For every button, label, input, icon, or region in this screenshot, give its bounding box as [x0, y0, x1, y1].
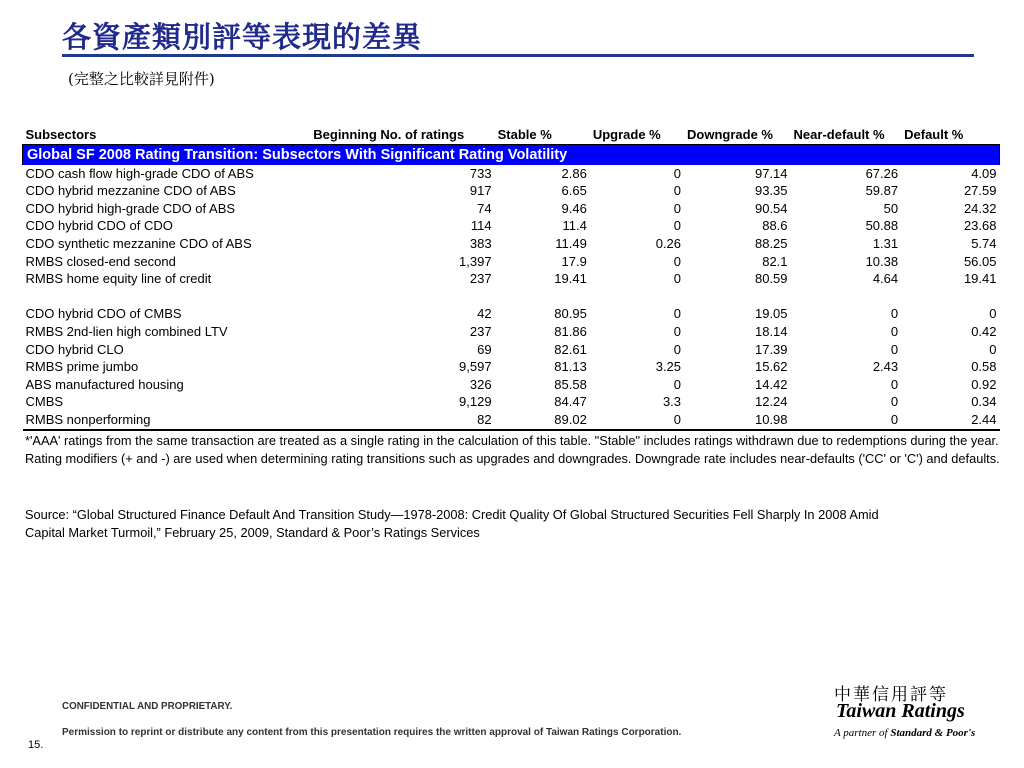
value-cell: 80.95 — [554, 306, 587, 322]
rating-transition-table-container — [22, 126, 1000, 431]
value-cell: 0 — [890, 323, 899, 339]
value-cell: 10.38 — [865, 253, 899, 269]
value-cell: 88.6 — [762, 218, 788, 234]
logo-chinese-wordmark: 中華信用評等 — [834, 685, 948, 705]
rating-transition-table — [22, 126, 1000, 431]
value-cell: 56.05 — [963, 253, 997, 269]
spacer-row — [23, 288, 1000, 306]
table-row — [23, 323, 1000, 341]
value-cell: 81.13 — [554, 359, 587, 375]
value-cell: 85.58 — [554, 376, 587, 392]
value-cell: 237 — [469, 271, 492, 287]
table-row — [23, 411, 1000, 430]
column-header: Downgrade % — [687, 127, 773, 142]
value-cell: 0.42 — [971, 323, 997, 339]
subsector-cell: RMBS 2nd-lien high combined LTV — [25, 323, 228, 339]
table-row — [23, 305, 1000, 323]
value-cell: 0 — [791, 411, 902, 430]
subsector-cell: CDO hybrid CLO — [25, 341, 124, 357]
value-cell: 383 — [469, 235, 492, 251]
value-cell: 0 — [890, 376, 899, 392]
value-cell: 17.39 — [754, 341, 788, 357]
subsector-cell: CMBS — [25, 394, 64, 410]
value-cell: 9,129 — [459, 394, 492, 410]
value-cell: 82 — [310, 411, 494, 430]
value-cell: 19.41 — [554, 271, 587, 287]
column-header: Subsectors — [25, 127, 97, 142]
table-row — [23, 358, 1000, 376]
value-cell: 0 — [590, 411, 684, 430]
value-cell: 0 — [673, 306, 682, 322]
page-subtitle: (完整之比較詳見附件) — [68, 70, 215, 88]
subsector-cell: CDO cash flow high-grade CDO of ABS — [25, 165, 254, 181]
subsector-cell: CDO hybrid CDO of CMBS — [25, 306, 182, 322]
value-cell: 89.02 — [495, 411, 590, 430]
value-cell: 14.42 — [754, 376, 788, 392]
value-cell: 50 — [883, 200, 899, 216]
column-header: Upgrade % — [592, 127, 661, 142]
partner-name: Standard & Poor's — [890, 727, 976, 739]
value-cell: 0 — [673, 165, 682, 181]
table-caption-row — [23, 144, 1000, 165]
value-cell: 917 — [469, 183, 492, 199]
table-group-high-volatility — [23, 165, 1000, 288]
subsector-cell: CDO hybrid high-grade CDO of ABS — [25, 200, 236, 216]
value-cell: 2.86 — [561, 165, 587, 181]
table-row — [23, 376, 1000, 394]
value-cell: 11.4 — [562, 218, 587, 234]
value-cell: 0 — [989, 306, 997, 322]
value-cell: 0 — [989, 341, 997, 357]
value-cell: 3.25 — [655, 359, 682, 375]
value-cell: 0 — [890, 341, 899, 357]
table-row — [23, 393, 1000, 411]
value-cell: 0.34 — [971, 394, 997, 410]
value-cell: 90.54 — [754, 200, 788, 216]
partner-prefix: A partner of — [834, 727, 888, 739]
subsector-cell: RMBS home equity line of credit — [25, 271, 212, 287]
column-header: Stable % — [497, 127, 552, 142]
value-cell: 326 — [469, 376, 492, 392]
value-cell: 27.59 — [963, 183, 997, 199]
title-divider — [62, 54, 974, 57]
subsector-cell: CDO hybrid CDO of CDO — [25, 218, 173, 234]
table-row — [23, 235, 1000, 253]
value-cell: 80.59 — [754, 271, 788, 287]
spacer-cell — [23, 288, 1000, 306]
subsector-cell: RMBS nonperforming — [23, 411, 311, 430]
value-cell: 19.41 — [963, 271, 997, 287]
column-header: Beginning No. of ratings — [313, 127, 465, 142]
value-cell: 88.25 — [754, 235, 788, 251]
table-row — [23, 182, 1000, 200]
table-group-spacer — [23, 288, 1000, 306]
value-cell: 9.46 — [561, 200, 587, 216]
logo-english-wordmark: Taiwan Ratings — [836, 700, 965, 722]
column-header: Near-default % — [793, 127, 885, 142]
value-cell: 2.43 — [872, 359, 899, 375]
table-row — [23, 341, 1000, 359]
value-cell: 237 — [469, 323, 492, 339]
value-cell: 5.74 — [971, 235, 997, 251]
subsector-cell: RMBS prime jumbo — [25, 359, 139, 375]
value-cell: 11.49 — [555, 235, 587, 251]
value-cell: 81.86 — [554, 323, 587, 339]
value-cell: 2.44 — [901, 411, 999, 430]
value-cell: 24.32 — [963, 200, 997, 216]
table-row — [23, 270, 1000, 288]
value-cell: 50.88 — [865, 218, 899, 234]
value-cell: 23.68 — [963, 218, 997, 234]
value-cell: 59.87 — [865, 183, 899, 199]
value-cell: 0 — [673, 323, 682, 339]
value-cell: 0 — [673, 341, 682, 357]
subsector-cell: RMBS closed-end second — [25, 253, 176, 269]
subsector-cell: CDO synthetic mezzanine CDO of ABS — [25, 235, 252, 251]
table-group-low-volatility — [23, 305, 1000, 429]
page-number: 15. — [28, 739, 44, 751]
value-cell: 4.64 — [872, 271, 899, 287]
value-cell: 1,397 — [459, 253, 492, 269]
table-caption: Global SF 2008 Rating Transition: Subsectors With Significant Rating Volatility — [23, 144, 1000, 165]
value-cell: 93.35 — [754, 183, 788, 199]
value-cell: 0 — [673, 183, 682, 199]
value-cell: 15.62 — [754, 359, 788, 375]
value-cell: 0.92 — [971, 376, 997, 392]
value-cell: 0 — [673, 376, 682, 392]
value-cell: 0.58 — [971, 359, 997, 375]
value-cell: 0.26 — [655, 235, 682, 251]
value-cell: 12.24 — [754, 394, 788, 410]
value-cell: 0 — [673, 200, 682, 216]
value-cell: 733 — [469, 165, 492, 181]
value-cell: 69 — [477, 341, 492, 357]
value-cell: 0 — [673, 253, 682, 269]
value-cell: 84.47 — [554, 394, 587, 410]
column-header: Default % — [904, 127, 964, 142]
value-cell: 1.31 — [872, 235, 899, 251]
value-cell: 6.65 — [561, 183, 587, 199]
value-cell: 97.14 — [754, 165, 788, 181]
value-cell: 82.61 — [554, 341, 587, 357]
value-cell: 19.05 — [754, 306, 788, 322]
subsector-cell: ABS manufactured housing — [25, 376, 184, 392]
source-citation: Source: “Global Structured Finance Default And Transition Study—1978-2008: Credit Quality Of Global Structured Securities Fell Sharply In 2008 Amid Capital Market Turmoil,” February 25, 2009, Standard & Poor’s Ratings Services — [25, 507, 879, 540]
table-header-row — [23, 126, 1000, 144]
value-cell: 0 — [673, 271, 682, 287]
value-cell: 67.26 — [865, 165, 899, 181]
partner-line — [834, 727, 975, 739]
value-cell: 114 — [470, 218, 492, 234]
table-row — [23, 200, 1000, 218]
table-row — [23, 253, 1000, 271]
value-cell: 0 — [673, 218, 682, 234]
value-cell: 0 — [890, 394, 899, 410]
value-cell: 17.9 — [561, 253, 587, 269]
value-cell: 4.09 — [971, 165, 997, 181]
table-row — [23, 217, 1000, 235]
value-cell: 10.98 — [684, 411, 791, 430]
page-title: 各資產類別評等表現的差異 — [62, 20, 423, 54]
value-cell: 3.3 — [662, 394, 682, 410]
confidential-notice: CONFIDENTIAL AND PROPRIETARY. — [62, 701, 233, 712]
table-row — [23, 165, 1000, 183]
value-cell: 74 — [477, 200, 492, 216]
subsector-cell: CDO hybrid mezzanine CDO of ABS — [25, 183, 236, 199]
value-cell: 0 — [890, 306, 899, 322]
table-footnote: *'AAA' ratings from the same transaction are treated as a single rating in the calculation of this table. "Stable" includes ratings withdrawn due to redemptions during the year. Rating modifiers (+ and -) are used when determining rating transitions such as upgrades and downgrades. Downgrade rate includes near-defaults ('CC' or 'C') and defaults. — [25, 433, 1000, 467]
value-cell: 42 — [477, 306, 492, 322]
value-cell: 9,597 — [459, 359, 492, 375]
permission-notice: Permission to reprint or distribute any content from this presentation requires the written approval of Taiwan Ratings Corporation. — [62, 727, 682, 738]
value-cell: 82.1 — [762, 253, 788, 269]
value-cell: 18.14 — [754, 323, 788, 339]
